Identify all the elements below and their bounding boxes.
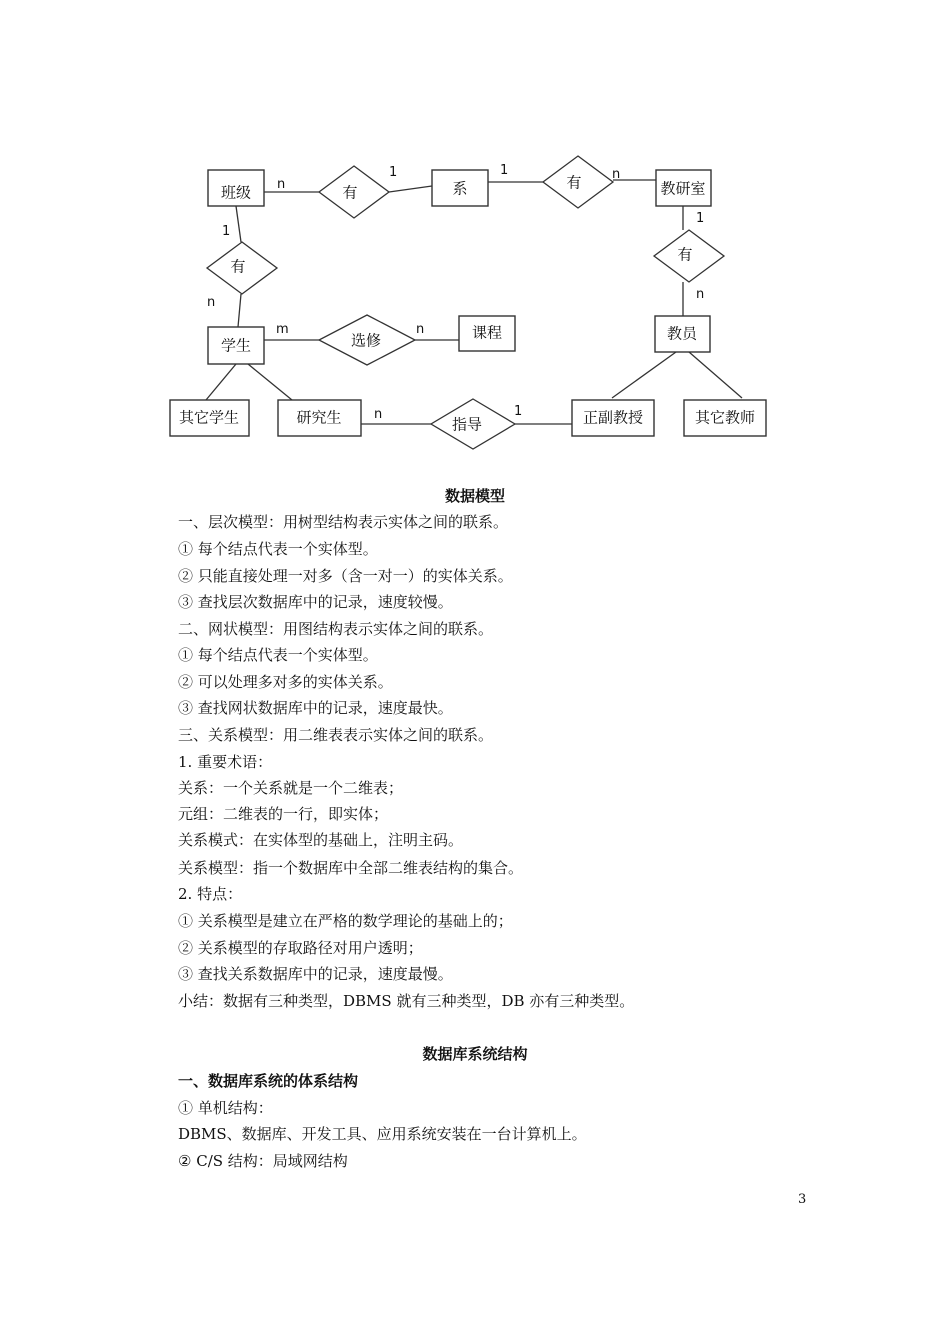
relationship-zhidao: 指导: [451, 415, 483, 434]
text-line: ② 关系模型的存取路径对用户透明；: [178, 939, 423, 957]
text-line: ③ 查找关系数据库中的记录，速度最慢。: [178, 965, 453, 983]
entity-xuesheng: 学生: [220, 336, 252, 355]
line-jiaoyuan-qitajiaoshi: [689, 352, 742, 398]
text-line: 关系模式：在实体型的基础上，注明主码。: [178, 831, 464, 849]
entity-qitajiaoshi: 其它教师: [694, 408, 756, 427]
text-line: ① 单机结构：: [178, 1099, 273, 1117]
line-banji-you4: [236, 206, 241, 242]
connector-lines: [206, 180, 742, 424]
text-line: 1. 重要术语：: [178, 753, 273, 771]
line-jiaoyuan-zhengfujiaoshou: [612, 352, 676, 398]
card-zhidao-jiaoshou: 1: [514, 404, 523, 419]
card-you-jiaoyanshi: n: [612, 167, 621, 182]
text-line: 2. 特点：: [178, 885, 243, 903]
card-xi-you: 1: [500, 163, 509, 178]
card-xuesheng-xuanxiu: m: [276, 322, 289, 337]
text-line: ② C/S 结构：局域网结构: [178, 1152, 348, 1170]
entity-qitaxuesheng: 其它学生: [178, 408, 240, 427]
text-line: ② 只能直接处理一对多（含一对一）的实体关系。: [178, 567, 513, 585]
text-line: ① 每个结点代表一个实体型。: [178, 646, 378, 664]
card-banji-you-vertical: 1: [222, 224, 231, 239]
text-line: 小结：数据有三种类型，DBMS 就有三种类型，DB 亦有三种类型。: [178, 992, 635, 1010]
line-you1-xi: [389, 186, 432, 192]
card-you-xuesheng: n: [207, 295, 216, 310]
entity-xi: 系: [452, 179, 468, 198]
text-line: DBMS、数据库、开发工具、应用系统安装在一台计算机上。: [178, 1125, 587, 1143]
subheading-prefix: 一、数据库系统的: [178, 1072, 299, 1090]
section-title-db-system-structure: 数据库系统结构: [422, 1045, 528, 1063]
text-line: 关系模型：指一个数据库中全部二维表结构的集合。: [178, 859, 524, 877]
line-xuesheng-yanjiusheng: [248, 364, 292, 400]
relationship-labels: [230, 174, 692, 434]
relationship-xuanxiu: 选修: [350, 331, 382, 350]
card-you-xi: 1: [389, 165, 398, 180]
relationship-you3: 有: [677, 245, 693, 264]
text-line: 关系：一个关系就是一个二维表；: [178, 779, 404, 797]
entity-yanjiusheng: 研究生: [296, 408, 342, 427]
entity-jiaoyanshi: 教研室: [660, 179, 706, 198]
line-xuesheng-qitaxuesheng: [206, 364, 236, 400]
subheading-architecture: [178, 1070, 358, 1091]
subheading-emphasis: 体系结构: [298, 1072, 359, 1090]
card-jiaoyanshi-you: 1: [696, 211, 705, 226]
section-title-data-model: 数据模型: [444, 487, 505, 505]
er-diagram: [0, 0, 950, 470]
entity-labels: [179, 180, 755, 427]
entity-boxes: [170, 170, 766, 436]
text-line: 三、关系模型：用二维表表示实体之间的联系。: [178, 726, 494, 744]
card-xuanxiu-kecheng: n: [416, 322, 425, 337]
text-line: ① 关系模型是建立在严格的数学理论的基础上的；: [178, 912, 513, 930]
card-yanjiusheng-zhidao: n: [374, 407, 383, 422]
card-you-jiaoyuan: n: [696, 287, 705, 302]
text-line: 元组：二维表的一行，即实体；: [178, 805, 389, 823]
text-line: 一、层次模型：用树型结构表示实体之间的联系。: [178, 513, 509, 531]
text-line: 二、网状模型：用图结构表示实体之间的联系。: [178, 620, 494, 638]
entity-kecheng: 课程: [471, 323, 503, 342]
entity-jiaoyuan: 教员: [666, 324, 698, 343]
line-you4-xuesheng: [238, 294, 241, 327]
text-line: ③ 查找网状数据库中的记录，速度最快。: [178, 699, 453, 717]
text-line: ③ 查找层次数据库中的记录，速度较慢。: [178, 593, 453, 611]
entity-zhengfujiaoshou: 正副教授: [582, 408, 644, 427]
relationship-you4: 有: [230, 257, 246, 276]
relationship-you2: 有: [566, 173, 582, 192]
text-line: ② 可以处理多对多的实体关系。: [178, 673, 393, 691]
card-banji-you: n: [277, 177, 286, 192]
page-number: 3: [798, 1192, 807, 1207]
entity-banji: 班级: [220, 183, 252, 202]
text-line: ① 每个结点代表一个实体型。: [178, 540, 378, 558]
relationship-you1: 有: [342, 183, 358, 202]
